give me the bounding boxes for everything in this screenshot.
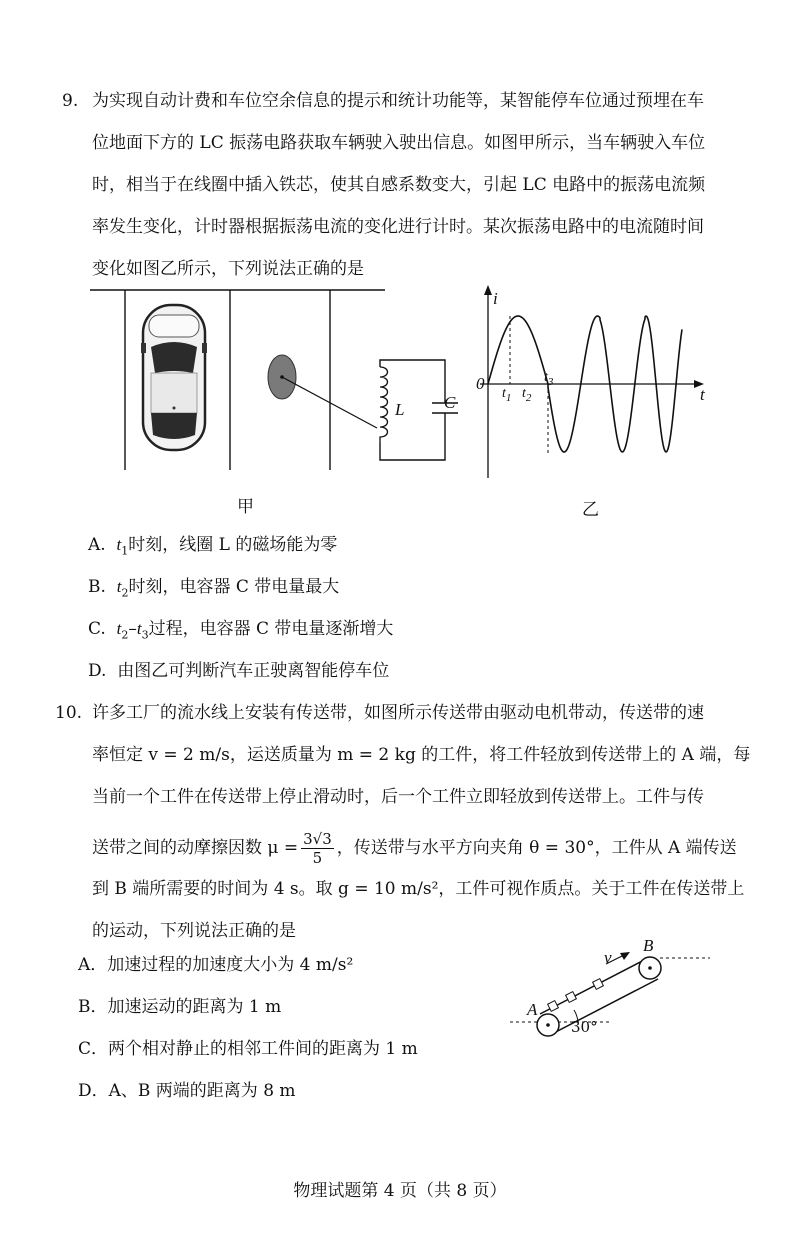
q10-line-2: 率恒定 v = 2 m/s，运送质量为 m = 2 kg 的工件，将工件轻放到传送带上的 A 端，每 [92, 745, 751, 765]
q9-option-b[interactable]: B. $t_2$时刻，电容器 C 带电量最大 [88, 577, 340, 600]
t3-label: $t_3$ [544, 370, 554, 388]
q10-number: 10. [55, 703, 83, 723]
car-icon [141, 305, 207, 450]
q9-line-2: 位地面下方的 LC 振荡电路获取车辆驶入驶出信息。如图甲所示，当车辆驶入车位 [92, 133, 706, 153]
q10-line-6: 的运动，下列说法正确的是 [92, 921, 296, 941]
q9-line-1: 为实现自动计费和车位空余信息的提示和统计功能等，某智能停车位通过预埋在车 [92, 91, 704, 111]
conveyor-label-b: B [643, 936, 654, 955]
q10-line-3: 当前一个工件在传送带上停止滑动时，后一个工件立即轻放到传送带上。工件与传 [92, 787, 704, 807]
q10-option-d[interactable]: D．A、B 两端的距离为 8 m [78, 1081, 296, 1101]
q9-line-4: 率发生变化，计时器根据振荡电流的变化进行计时。某次振荡电路中的电流随时间 [92, 217, 704, 237]
figure-jia [85, 285, 395, 485]
conveyor-angle-label: 30° [571, 1018, 598, 1036]
workpiece-2 [566, 992, 577, 1003]
inductor-label: L [395, 400, 405, 419]
page-footer: 物理试题第 4 页（共 8 页） [293, 1181, 507, 1201]
origin-label: 0 [476, 374, 485, 393]
mu-fraction: $\frac{3√3}{5}$ [303, 830, 332, 867]
t1-label: $t_1$ [502, 386, 512, 404]
conveyor-label-a: A [527, 1000, 538, 1019]
q10-line-5: 到 B 端所需要的时间为 4 s。取 g = 10 m/s²，工件可视作质点。关于工件在传送带上 [92, 879, 745, 899]
belt-bottom [548, 979, 658, 1036]
q9-option-c[interactable]: C. $t_2-t_3$过程，电容器 C 带电量逐渐增大 [88, 619, 394, 642]
lc-circuit [360, 355, 470, 475]
i-axis-label: i [493, 289, 498, 308]
q9-number: 9. [62, 91, 79, 111]
figure-jia-caption: 甲 [237, 497, 254, 517]
q9-line-5: 变化如图乙所示，下列说法正确的是 [92, 259, 364, 279]
workpiece-3 [593, 979, 604, 990]
q9-line-3: 时，相当于在线圈中插入铁芯，使其自感系数变大，引起 LC 电路中的振荡电流频 [92, 175, 706, 195]
inductor-coil-icon [380, 367, 388, 443]
q10-option-a[interactable]: A．加速过程的加速度大小为 4 m/s² [78, 955, 354, 975]
capacitor-label: C [444, 393, 456, 412]
t2-label: $t_2$ [522, 386, 532, 404]
i-axis-arrow [484, 285, 492, 295]
q10-option-c[interactable]: C．两个相对静止的相邻工件间的距离为 1 m [78, 1039, 418, 1059]
q9-option-a[interactable]: A. $t_1$时刻，线圈 L 的磁场能为零 [88, 535, 338, 558]
t-axis-label: t [700, 385, 705, 404]
q10-line-1: 许多工厂的流水线上安装有传送带，如图所示传送带由驱动电机带动，传送带的速 [92, 703, 704, 723]
q10-line-4: 送带之间的动摩擦因数 μ = $\frac{3√3}{5}$ ，传送带与水平方向夹角 θ = 30°，工件从 A 端传送 [92, 830, 737, 867]
conveyor-label-v: v [604, 948, 612, 967]
q9-option-d[interactable]: D. 由图乙可判断汽车正驶离智能停车位 [88, 661, 390, 681]
q10-option-b[interactable]: B．加速运动的距离为 1 m [78, 997, 282, 1017]
figure-yi-caption: 乙 [582, 500, 599, 520]
